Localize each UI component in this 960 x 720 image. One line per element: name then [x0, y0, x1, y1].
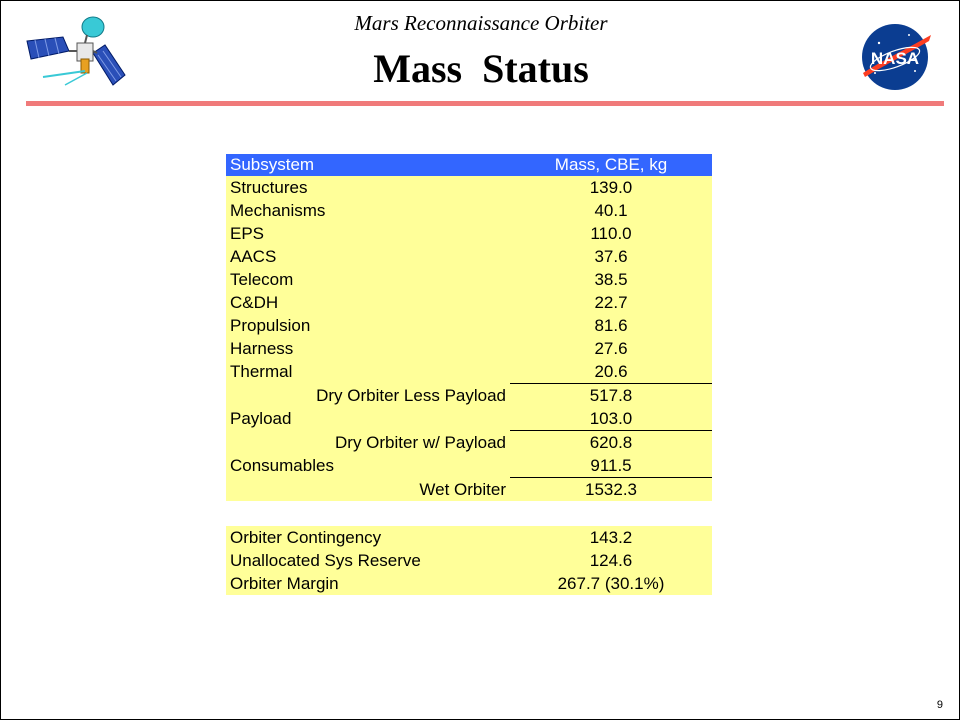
- header-rule: [26, 101, 944, 106]
- subsystem-name: AACS: [230, 247, 277, 266]
- nasa-logo-text: NASA: [870, 49, 920, 68]
- subtotal-label: Dry Orbiter w/ Payload: [335, 432, 506, 452]
- margin-table: [226, 526, 712, 595]
- column-header-mass: Mass, CBE, kg: [554, 155, 668, 174]
- table-row: [226, 549, 712, 572]
- table-row: [226, 314, 712, 337]
- subtotal-row: [226, 384, 712, 408]
- mass-value: 40.1: [594, 201, 628, 220]
- subtotal-label: Dry Orbiter Less Payload: [316, 385, 506, 405]
- subsystem-name: Payload: [230, 409, 292, 429]
- page-title: Mass Status: [373, 46, 589, 91]
- mass-value: 81.6: [594, 316, 628, 335]
- mass-value: 139.0: [589, 178, 633, 197]
- subsystem-name: Structures: [230, 178, 308, 197]
- subtotal-value: 620.8: [510, 431, 712, 455]
- table-row: [226, 526, 712, 549]
- table-row: [226, 407, 712, 431]
- mass-value: 22.7: [594, 293, 628, 312]
- nasa-logo: [857, 21, 933, 93]
- margin-item-name: Orbiter Contingency: [230, 528, 382, 547]
- subsystem-name: Mechanisms: [230, 201, 326, 220]
- mass-table: [226, 154, 712, 501]
- mass-value: 103.0: [589, 409, 633, 428]
- mass-value: 38.5: [594, 270, 628, 289]
- margin-item-value: 267.7 (30.1%): [557, 574, 665, 593]
- page-number: 9: [936, 699, 943, 711]
- margin-item-name: Unallocated Sys Reserve: [230, 551, 421, 570]
- total-value: 1532.3: [510, 478, 712, 502]
- mass-value: 37.6: [594, 247, 628, 266]
- table-row: [226, 222, 712, 245]
- mass-value: 110.0: [590, 224, 632, 243]
- presentation-subtitle: Mars Reconnaissance Orbiter: [354, 11, 608, 35]
- table-header-row: [226, 154, 712, 176]
- subsystem-name: Thermal: [230, 362, 293, 382]
- table-row: [226, 337, 712, 360]
- mass-value: 27.6: [594, 339, 628, 358]
- total-label: Wet Orbiter: [419, 479, 506, 499]
- table-row: [226, 199, 712, 222]
- subtotal-row: [226, 431, 712, 455]
- subsystem-name: Propulsion: [230, 316, 311, 335]
- table-row: [226, 360, 712, 384]
- table-row: [226, 268, 712, 291]
- table-row: [226, 572, 712, 595]
- subsystem-name: Consumables: [230, 456, 334, 476]
- subsystem-name: Harness: [230, 339, 294, 358]
- table-row: [226, 291, 712, 314]
- table-row: [226, 245, 712, 268]
- total-row: [226, 478, 712, 502]
- subsystem-name: Telecom: [230, 270, 294, 289]
- mass-value: 20.6: [594, 362, 628, 381]
- subsystem-name: EPS: [230, 224, 265, 243]
- mass-value: 911.5: [590, 456, 632, 475]
- subsystem-name: C&DH: [230, 293, 279, 312]
- table-row: [226, 454, 712, 478]
- table-row: [226, 176, 712, 199]
- subtotal-value: 517.8: [510, 384, 712, 408]
- margin-item-name: Orbiter Margin: [230, 574, 339, 593]
- margin-item-value: 143.2: [589, 528, 633, 547]
- column-header-subsystem: Subsystem: [230, 155, 315, 174]
- margin-item-value: 124.6: [589, 551, 633, 570]
